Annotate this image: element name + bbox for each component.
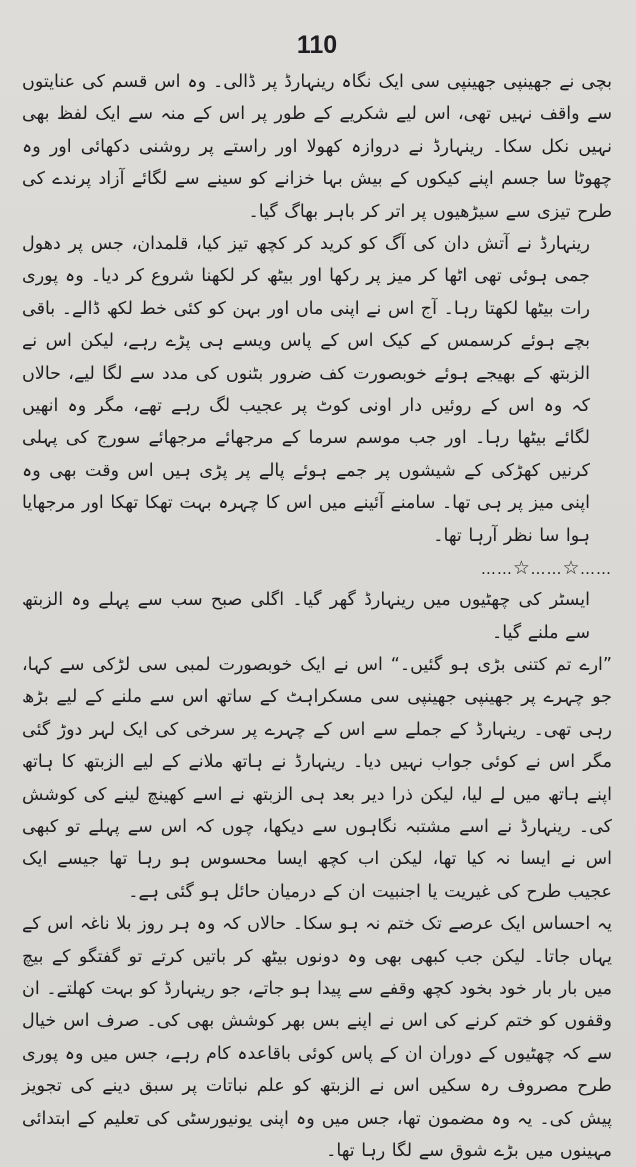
- paragraph: ایسٹر کی چھٹیوں میں رینہارڈ گھر گیا۔ اگلی صبح سب سے پہلے وہ الزبتھ سے ملنے گیا۔: [22, 590, 590, 643]
- page-number: 110: [296, 31, 338, 59]
- separator-dots: ……: [580, 560, 612, 579]
- section-separator: [22, 552, 612, 584]
- paragraph: ”ارے تم کتنی بڑی ہو گئیں۔“ اس نے ایک خوبصورت لمبی سی لڑکی سے کہا، جو چہرے پر جھینپی جھینپی سی مسکراہٹ کے ساتھ اس سے ملنے کے لیے بڑھ رہی تھی۔ رینہارڈ کے جملے سے اس کے چہرے پر سرخی کی ایک لہر دوڑ گئی مگر اس نے کوئی جواب نہیں دیا۔ رینہارڈ نے ہاتھ ملانے کے لیے الزبتھ کا ہاتھ اپنے ہاتھ میں لے لیا، لیکن ذرا دیر بعد ہی الزبتھ نے اسے کھینچ لینے کی کوشش کی۔ رینہارڈ نے اسے مشتبہ نگاہوں سے دیکھا، چوں کہ اس سے پہلے تو کبھی اس نے ایسا نہ کیا تھا، لیکن اب کچھ ایسا محسوس ہو رہا تھا جیسے ایک عجیب طرح کی غیریت یا اجنبیت ان کے درمیان حائل ہو گئی ہے۔: [22, 654, 612, 902]
- star-icon: ☆: [562, 557, 580, 580]
- star-icon: ☆: [512, 557, 531, 580]
- paragraph: یہ احساس ایک عرصے تک ختم نہ ہو سکا۔ حالاں کہ وہ ہر روز بلا ناغہ اس کے یہاں جاتا۔ لیکن جب کبھی بھی وہ دونوں بیٹھ کر باتیں کرتے تو گفتگو کے بیچ میں بار بار خود بخود کچھ وقفے سے پیدا ہو جاتے، جو رینہارڈ کو بہت کھلتے۔ ان وقفوں کو ختم کرنے کی اس نے اپنے بس بھر کوشش بھی کی۔ صرف اس خیال سے کہ چھٹیوں کے دوران ان کے پاس کوئی باقاعدہ کام رہے، جس میں وہ پوری طرح مصروف رہ سکیں اس نے الزبتھ کو علم نباتات پر سبق دینے کی تجویز پیش کی۔ یہ وہ مضمون تھا، جس میں وہ اپنی یونیورسٹی کی تعلیم کے ابتدائی مہینوں میں بڑے شوق سے لگا رہا تھا۔: [22, 914, 612, 1161]
- paragraph: بچی نے جھینپی جھینپی سی ایک نگاہ رینہارڈ پر ڈالی۔ وہ اس قسم کی عنایتوں سے واقف نہیں تھی، اس لیے شکریے کے طور پر اس کے منہ سے ایک لفظ بھی نہیں نکل سکا۔ رینہارڈ نے دروازہ کھولا اور راستے پر روشنی دکھائی اور وہ چھوٹا سا جسم اپنے کیکوں کے بیش بہا خزانے کو سینے سے لگائے آزاد پرندے کی طرح تیزی سے سیڑھیوں پر اتر کر باہر بھاگ گیا۔: [22, 72, 612, 222]
- separator-dots: ……: [530, 560, 563, 579]
- paragraph: رینہارڈ نے آتش دان کی آگ کو کرید کر کچھ تیز کیا، قلمدان، جس پر دھول جمی ہوئی تھی اٹھا کر میز پر رکھا اور بیٹھ کر لکھنا شروع کر دیا۔ وہ پوری رات بیٹھا لکھتا رہا۔ آج اس نے اپنی ماں اور بہن کو کئی خط لکھ ڈالے۔ باقی بچے ہوئے کرسمس کے کیک اس کے پاس ویسے ہی پڑے رہے، لیکن اس نے الزبتھ کے بھیجے ہوئے خوبصورت کف ضرور بٹنوں کی مدد سے لگا لیے، حالاں کہ وہ اس کے روئیں دار اونی کوٹ پر عجیب لگ رہے تھے، مگر وہ انھیں لگائے بیٹھا رہا۔ اور جب موسم سرما کے مرجھائے مرجھائے سورج کی پہلی کرنیں کھڑکی کے شیشوں پر جمے ہوئے پالے پر پڑی ہیں اس وقت بھی وہ اپنی میز پر ہی تھا۔ سامنے آئینے میں اس کا چہرہ بہت تھکا تھکا اور مرجھایا ہوا سا نظر آرہا تھا۔: [22, 234, 590, 546]
- separator-dots: ……: [480, 560, 513, 579]
- page-body: [22, 66, 612, 1167]
